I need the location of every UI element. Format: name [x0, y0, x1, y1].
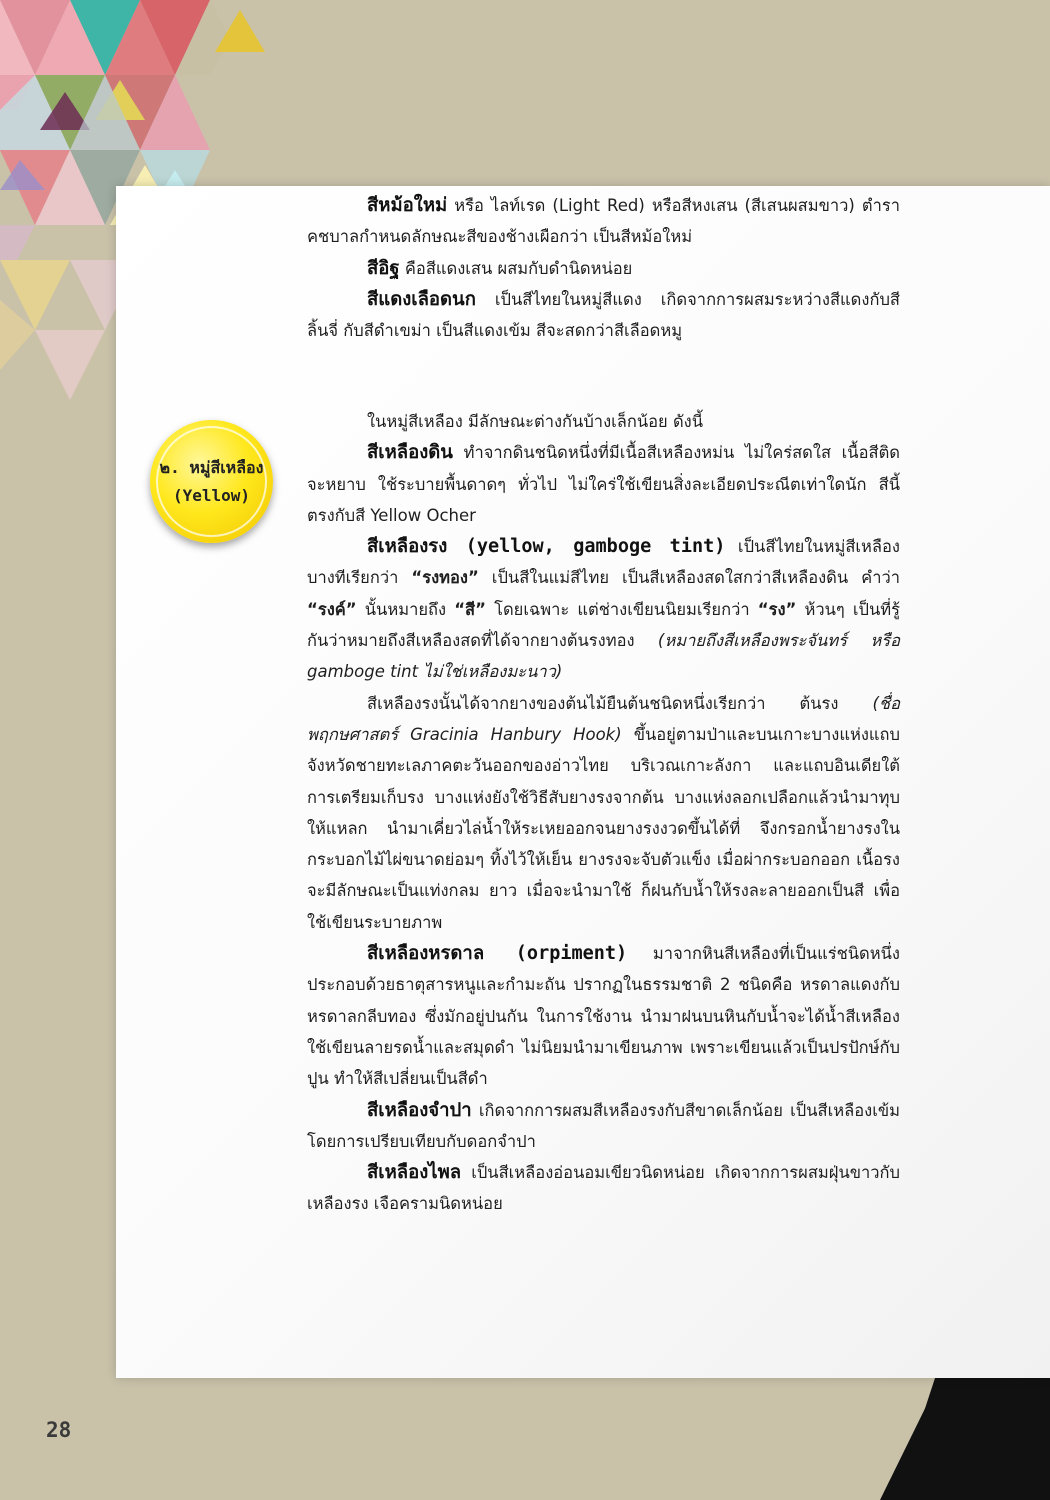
term-text: สีเหลืองรงนั้นได้จากยางของต้นไม้ยืนต้นชนิดหนึ่งเรียกว่า ต้นรง	[367, 693, 873, 713]
paragraph-it	[307, 253, 900, 284]
term-text: เกิดจากการผสมสีเหลืองรงกับสีขาดเล็กน้อย เป็นสีเหลืองเข้ม โดยการเปรียบเทียบกับดอกจำปา	[307, 1100, 900, 1151]
paragraph-yellow-rong	[307, 531, 900, 687]
yellow-section	[307, 406, 900, 1220]
term-text: ห้วนๆ เป็นที่รู้กันว่าหมายถึงสีเหลืองสดที่ได้จากยางต้นรงทอง	[307, 599, 901, 651]
badge-title: ๒. หมู่สีเหลือง	[159, 457, 264, 477]
paragraph-lueat-nok	[307, 284, 900, 347]
term-text: นั้นหมายถึง	[356, 599, 455, 619]
term-heading: สีเหลืองไพล	[367, 1162, 462, 1184]
term-heading: สีเหลืองดิน	[367, 442, 453, 464]
term-text: หรือ ไลท์เรด (Light Red) หรือสีหงเสน (สีเสนผสมขาว) ตำราคชบาลกำหนดลักษณะสีของช้างเผือกว่า เป็นสีหม้อใหม่	[307, 196, 900, 247]
term-heading: สีแดงเลือดนก	[367, 288, 476, 310]
term-text: มาจากหินสีเหลืองที่เป็นแร่ชนิดหนึ่ง ประกอบด้วยธาตุสารหนูและกำมะถัน ปรากฏในธรรมชาติ 2 ชนิดคือ หรดาลแดงกับหรดาลกลีบทอง ซึ่งมักอยู่ปนกัน ในการใช้งาน นำมาฝนบนหินกับน้ำจะได้น้ำสีเหลือง ใช้เขียนลายรดน้ำและสมุดดำ ไม่นิยมนำมาเขียนภาพ เพราะเขียนแล้วเป็นปรปักษ์กับปูน ทำให้สีเปลี่ยนเป็นสีดำ	[307, 944, 900, 1089]
term-text: คือสีแดงเสน ผสมกับดำนิดหน่อย	[399, 258, 633, 278]
page-number: 28	[46, 1418, 72, 1442]
term-text: เป็นสีไทยในหมู่สีเหลือง บางทีเรียกว่า	[307, 537, 900, 588]
scientific-name: (ชื่อพฤกษศาสตร์ Gracinia Hanbury Hook)	[307, 693, 900, 744]
term-heading: สีหม้อใหม่	[367, 195, 448, 216]
paragraph-yellow-hordan	[307, 938, 900, 1094]
term-heading: สีอิฐ	[367, 257, 400, 279]
quoted-term: “รงทอง”	[411, 568, 479, 588]
term-heading: สีเหลืองหรดาล (orpiment)	[367, 943, 628, 965]
term-text: ขึ้นอยู่ตามป่าและบนเกาะบางแห่งแถบจังหวัดชายทะเลภาคตะวันออกของอ่าวไทย บริเวณเกาะลังกา และแถบอินเดียใต้ การเตรียมเก็บรง บางแห่งยังใช้วิธีสับยางรงจากต้น บางแห่งลอกเปลือกแล้วนำมาทุบให้แหลก นำมาเคี่ยวไล่น้ำให้ระเหยออกจนยางรงงวดขึ้นได้ที่ จึงกรอกน้ำยางรงในกระบอกไม้ไผ่ขนาดย่อมๆ ทิ้งไว้ให้เย็น ยางรงจะจับตัวแข็ง เมื่อผ่ากระบอกออก เนื้อรงจะมีลักษณะเป็นแท่งกลม ยาว เมื่อจะนำมาใช้ ก็ฝนกับน้ำให้รงละลายออกเป็นสี เพื่อใช้เขียนระบายภาพ	[307, 724, 901, 932]
quoted-term: “สี”	[454, 599, 486, 619]
quoted-term: “รงค์”	[307, 599, 357, 619]
quoted-term: “รง”	[757, 599, 797, 619]
term-heading: สีเหลืองรง (yellow, gamboge tint)	[367, 536, 726, 558]
paragraph-yellow-din	[307, 437, 900, 531]
section-badge-yellow	[150, 420, 273, 543]
term-text: ทำจากดินชนิดหนึ่งที่มีเนื้อสีเหลืองหม่น ไม่ใคร่สดใส เนื้อสีติดจะหยาบ ใช้ระบายพื้นดาดๆ ทั่วไป ไม่ใคร่ใช้เขียนสิ่งละเอียดประณีตเท่าใดนัก สีนี้ตรงกับสี Yellow Ocher	[307, 443, 900, 525]
italic-note: (หมายถึงสีเหลืองพระจันทร์ หรือ gamboge tint ไม่ใช่เหลืองมะนาว)	[307, 631, 900, 682]
red-section	[307, 190, 900, 346]
term-heading: สีเหลืองจำปา	[367, 1099, 472, 1121]
paragraph-yellow-rong-detail	[307, 688, 900, 938]
term-text: เป็นสีไทยในหมู่สีแดง เกิดจากการผสมระหว่างสีแดงกับสีลิ้นจี่ กับสีดำเขม่า เป็นสีแดงเข้ม สีจะสดกว่าสีเลือดหมู	[307, 289, 900, 341]
badge-subtitle: (Yellow)	[172, 485, 251, 505]
paragraph-yellow-champa	[307, 1095, 900, 1158]
term-text: เป็นสีเหลืองอ่อนอมเขียวนิดหน่อย เกิดจากการผสมฝุ่นขาวกับเหลืองรง เจือครามนิดหน่อย	[307, 1163, 900, 1214]
term-text: โดยเฉพาะ แต่ช่างเขียนนิยมเรียกว่า	[485, 599, 758, 619]
yellow-intro: ในหมู่สีเหลือง มีลักษณะต่างกันบ้างเล็กน้อย ดังนี้	[367, 412, 704, 431]
paragraph-mor-mai	[307, 190, 900, 253]
term-text: เป็นสีในแม่สีไทย เป็นสีเหลืองสดใสกว่าสีเหลืองดิน คำว่า	[478, 568, 900, 588]
paragraph-yellow-phai	[307, 1157, 900, 1220]
